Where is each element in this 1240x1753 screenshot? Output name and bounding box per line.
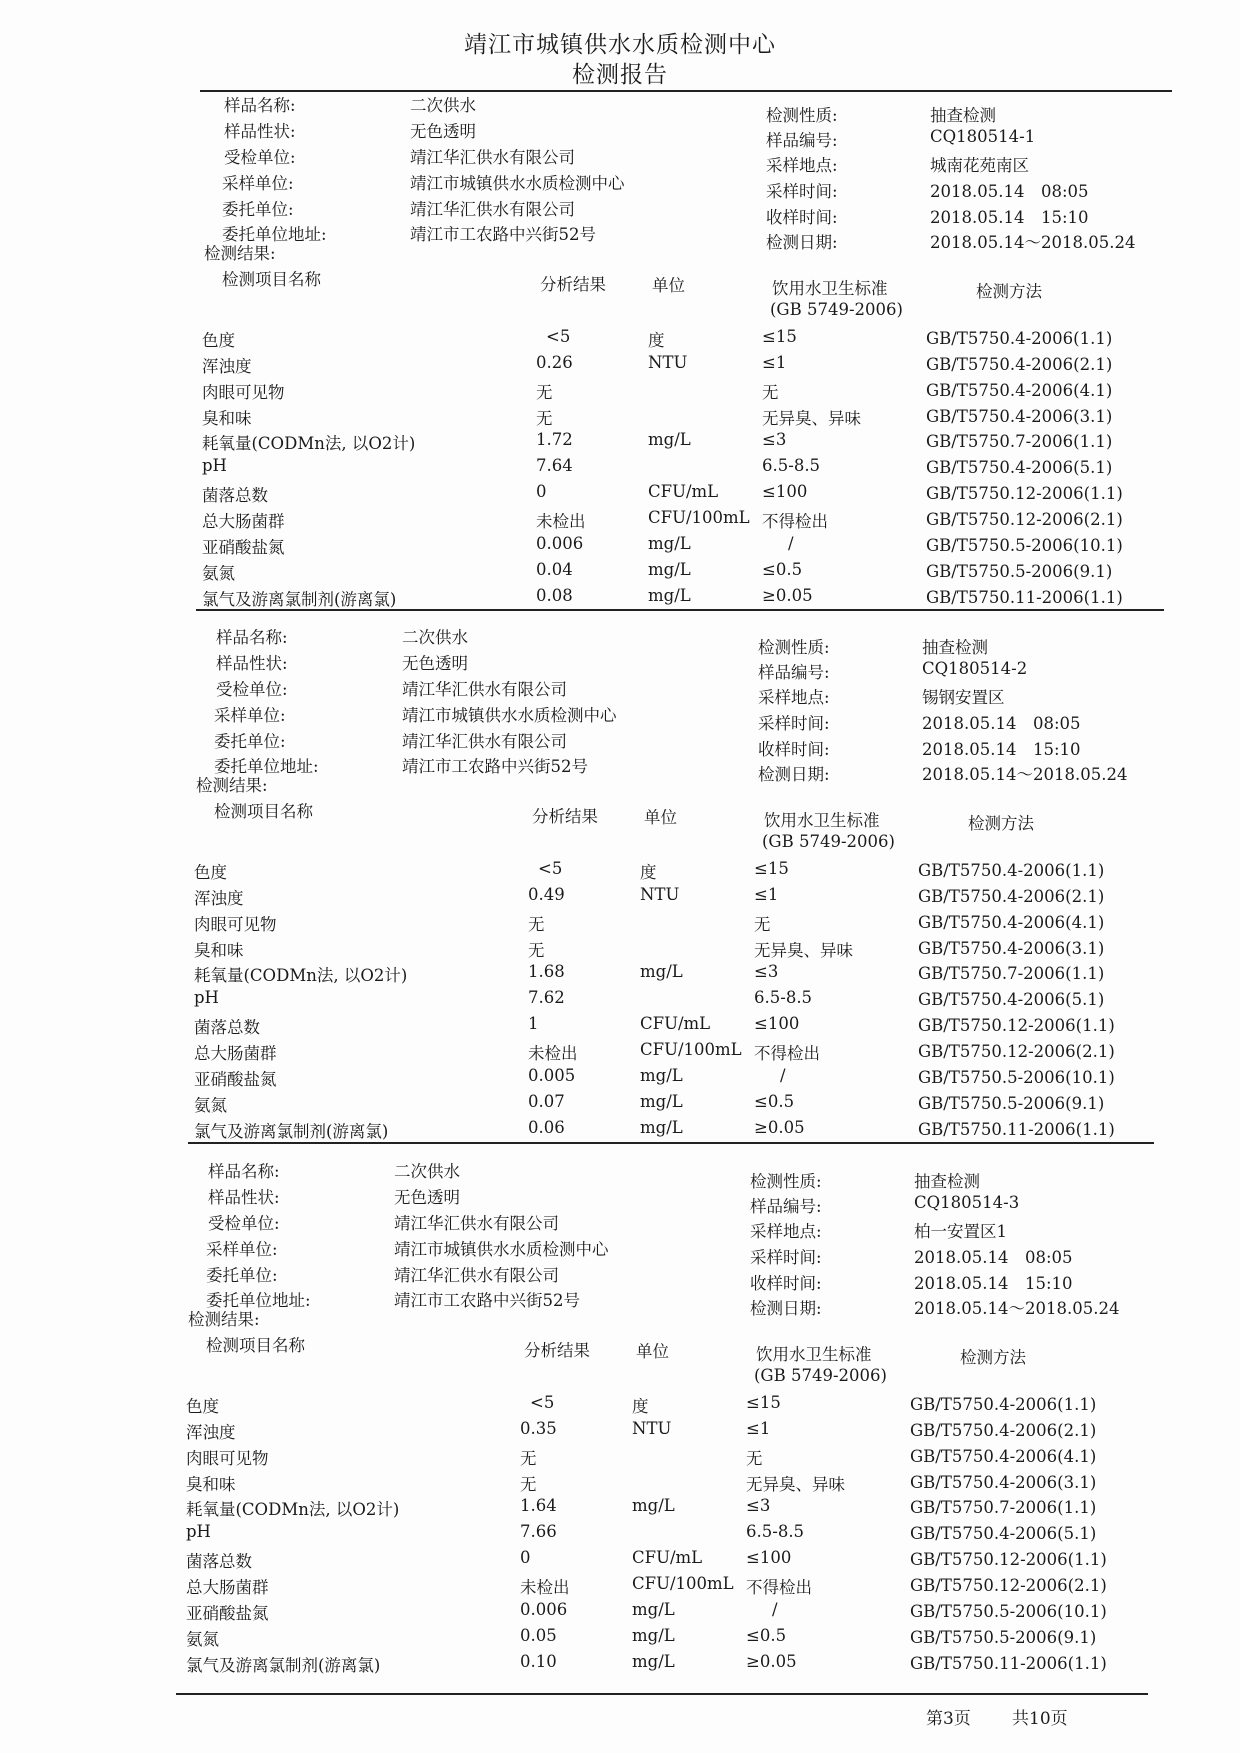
- value-test-nature: 抽查检测: [914, 1172, 980, 1191]
- row-result: 0.006: [520, 1600, 568, 1619]
- row-result: <5: [530, 1393, 555, 1412]
- row-item: 总大肠菌群: [202, 512, 285, 531]
- row-method: GB/T5750.12-2006(1.1): [926, 484, 1123, 503]
- row-standard: /: [772, 1600, 778, 1619]
- row-method: GB/T5750.4-2006(4.1): [918, 913, 1105, 932]
- label-test-date: 检测日期:: [750, 1299, 822, 1318]
- row-standard: 无异臭、异味: [762, 409, 861, 428]
- row-standard: ≤100: [762, 482, 808, 501]
- row-unit: NTU: [632, 1419, 672, 1438]
- row-method: GB/T5750.7-2006(1.1): [918, 964, 1105, 983]
- row-item: 浑浊度: [194, 889, 244, 908]
- row-unit: CFU/mL: [648, 482, 719, 501]
- value-inspected-unit: 靖江华汇供水有限公司: [410, 148, 575, 167]
- row-result: 0.26: [536, 353, 573, 372]
- row-method: GB/T5750.5-2006(10.1): [918, 1068, 1115, 1087]
- label-results: 检测结果:: [196, 776, 268, 795]
- value-receive-time: 2018.05.14 15:10: [914, 1274, 1073, 1293]
- row-method: GB/T5750.4-2006(3.1): [918, 939, 1105, 958]
- row-method: GB/T5750.4-2006(5.1): [926, 458, 1113, 477]
- label-receive-time: 收样时间:: [766, 208, 838, 227]
- col-result-header: 分析结果: [524, 1341, 590, 1360]
- label-inspected-unit: 受检单位:: [216, 680, 288, 699]
- sample-section: [0, 1066, 1224, 1675]
- row-unit: NTU: [640, 885, 680, 904]
- row-standard: ≤100: [746, 1548, 792, 1567]
- label-inspected-unit: 受检单位:: [224, 148, 296, 167]
- value-sampling-time: 2018.05.14 08:05: [922, 714, 1081, 733]
- row-method: GB/T5750.5-2006(10.1): [926, 536, 1123, 555]
- label-sampling-unit: 采样单位:: [214, 706, 286, 725]
- row-unit: CFU/mL: [640, 1014, 711, 1033]
- col-method-header: 检测方法: [960, 1348, 1026, 1367]
- col-standard-header: 饮用水卫生标准: [764, 811, 880, 830]
- col-standard-ref: (GB 5749-2006): [770, 300, 903, 319]
- row-unit: 度: [632, 1397, 649, 1416]
- value-sample-no: CQ180514-3: [914, 1193, 1020, 1212]
- row-standard: 无异臭、异味: [754, 941, 853, 960]
- value-client-address: 靖江市工农路中兴街52号: [410, 225, 596, 244]
- value-sampling-unit: 靖江市城镇供水水质检测中心: [402, 706, 617, 725]
- label-sampling-unit: 采样单位:: [222, 174, 294, 193]
- row-standard: ≤15: [762, 327, 797, 346]
- row-item: 总大肠菌群: [194, 1044, 277, 1063]
- row-method: GB/T5750.4-2006(2.1): [926, 355, 1113, 374]
- row-result: 1.72: [536, 430, 573, 449]
- row-item: 色度: [202, 331, 235, 350]
- row-result: 未检出: [520, 1578, 570, 1597]
- row-item: pH: [202, 456, 227, 475]
- row-result: 无: [528, 941, 545, 960]
- label-client-address: 委托单位地址:: [206, 1291, 311, 1310]
- divider-bottom: [176, 1693, 1148, 1695]
- row-item: 菌落总数: [186, 1552, 252, 1571]
- label-sample-no: 样品编号:: [766, 131, 838, 150]
- value-inspected-unit: 靖江华汇供水有限公司: [394, 1214, 559, 1233]
- row-result: 0.08: [536, 586, 573, 605]
- row-result: 无: [536, 383, 553, 402]
- row-item: 氯气及游离氯制剂(游离氯): [194, 1122, 389, 1141]
- row-method: GB/T5750.4-2006(2.1): [910, 1421, 1097, 1440]
- row-result: 0.49: [528, 885, 565, 904]
- label-sample-name: 样品名称:: [224, 96, 296, 115]
- row-standard: ≤0.5: [754, 1092, 795, 1111]
- row-item: 耗氧量(CODMn法, 以O2计): [194, 966, 408, 985]
- row-item: 氯气及游离氯制剂(游离氯): [202, 590, 397, 609]
- row-result: 0: [536, 482, 547, 501]
- row-standard: 不得检出: [746, 1578, 812, 1597]
- value-client-unit: 靖江华汇供水有限公司: [394, 1266, 559, 1285]
- row-method: GB/T5750.4-2006(5.1): [918, 990, 1105, 1009]
- row-method: GB/T5750.11-2006(1.1): [918, 1120, 1115, 1139]
- col-item-header: 检测项目名称: [206, 1336, 305, 1355]
- row-standard: ≤0.5: [746, 1626, 787, 1645]
- value-sampling-time: 2018.05.14 08:05: [930, 182, 1089, 201]
- row-standard: ≥0.05: [754, 1118, 805, 1137]
- row-result: 1.68: [528, 962, 565, 981]
- value-receive-time: 2018.05.14 15:10: [930, 208, 1089, 227]
- row-standard: 无: [754, 915, 771, 934]
- row-unit: CFU/mL: [632, 1548, 703, 1567]
- row-item: 氨氮: [186, 1630, 219, 1649]
- label-sampling-site: 采样地点:: [750, 1222, 822, 1241]
- row-unit: NTU: [648, 353, 688, 372]
- value-test-nature: 抽查检测: [930, 106, 996, 125]
- value-client-address: 靖江市工农路中兴街52号: [402, 757, 588, 776]
- label-client-unit: 委托单位:: [214, 732, 286, 751]
- row-standard: ≤15: [746, 1393, 781, 1412]
- row-unit: mg/L: [632, 1600, 675, 1619]
- row-result: 0.006: [536, 534, 584, 553]
- row-item: 色度: [194, 863, 227, 882]
- row-result: 7.62: [528, 988, 565, 1007]
- row-method: GB/T5750.5-2006(9.1): [926, 562, 1113, 581]
- row-result: 1.64: [520, 1496, 557, 1515]
- value-sampling-site: 城南花苑南区: [930, 156, 1029, 175]
- value-client-address: 靖江市工农路中兴街52号: [394, 1291, 580, 1310]
- row-result: 无: [520, 1475, 537, 1494]
- row-standard: ≤15: [754, 859, 789, 878]
- row-method: GB/T5750.4-2006(3.1): [926, 407, 1113, 426]
- row-standard: ≤1: [762, 353, 787, 372]
- row-unit: mg/L: [648, 560, 691, 579]
- row-result: 0.07: [528, 1092, 565, 1111]
- col-result-header: 分析结果: [540, 275, 606, 294]
- row-standard: 6.5-8.5: [746, 1522, 805, 1541]
- row-item: 亚硝酸盐氮: [186, 1604, 269, 1623]
- label-sample-name: 样品名称:: [216, 628, 288, 647]
- row-method: GB/T5750.4-2006(1.1): [918, 861, 1105, 880]
- label-sampling-site: 采样地点:: [766, 156, 838, 175]
- row-unit: mg/L: [648, 586, 691, 605]
- row-result: 无: [520, 1449, 537, 1468]
- row-method: GB/T5750.4-2006(1.1): [926, 329, 1113, 348]
- value-client-unit: 靖江华汇供水有限公司: [410, 200, 575, 219]
- row-unit: 度: [640, 863, 657, 882]
- row-item: 菌落总数: [194, 1018, 260, 1037]
- row-unit: mg/L: [640, 962, 683, 981]
- row-standard: 无: [762, 383, 779, 402]
- row-standard: 6.5-8.5: [754, 988, 813, 1007]
- row-standard: 不得检出: [762, 512, 828, 531]
- footer-page: 第3页: [926, 1709, 971, 1729]
- row-unit: mg/L: [648, 430, 691, 449]
- col-unit-header: 单位: [644, 808, 677, 827]
- value-sample-name: 二次供水: [394, 1162, 460, 1181]
- label-receive-time: 收样时间:: [750, 1274, 822, 1293]
- value-sampling-unit: 靖江市城镇供水水质检测中心: [394, 1240, 609, 1259]
- row-standard: ≤3: [754, 962, 779, 981]
- value-test-nature: 抽查检测: [922, 638, 988, 657]
- row-result: 未检出: [528, 1044, 578, 1063]
- row-method: GB/T5750.4-2006(5.1): [910, 1524, 1097, 1543]
- row-result: 1: [528, 1014, 539, 1033]
- value-sampling-site: 锡钢安置区: [922, 688, 1005, 707]
- row-result: 无: [536, 409, 553, 428]
- row-standard: ≥0.05: [762, 586, 813, 605]
- label-client-unit: 委托单位:: [206, 1266, 278, 1285]
- col-standard-header: 饮用水卫生标准: [772, 279, 888, 298]
- sample-section: [0, 0, 1240, 609]
- row-result: 0.05: [520, 1626, 557, 1645]
- value-test-date: 2018.05.14～2018.05.24: [922, 765, 1128, 784]
- label-sample-no: 样品编号:: [750, 1197, 822, 1216]
- label-client-address: 委托单位地址:: [222, 225, 327, 244]
- row-standard: ≤3: [762, 430, 787, 449]
- row-standard: 无异臭、异味: [746, 1475, 845, 1494]
- row-item: 浑浊度: [202, 357, 252, 376]
- label-client-address: 委托单位地址:: [214, 757, 319, 776]
- label-sampling-site: 采样地点:: [758, 688, 830, 707]
- row-method: GB/T5750.12-2006(2.1): [910, 1576, 1107, 1595]
- label-sampling-unit: 采样单位:: [206, 1240, 278, 1259]
- label-sample-state: 样品性状:: [208, 1188, 280, 1207]
- row-method: GB/T5750.5-2006(9.1): [910, 1628, 1097, 1647]
- row-item: 耗氧量(CODMn法, 以O2计): [186, 1500, 400, 1519]
- row-method: GB/T5750.5-2006(10.1): [910, 1602, 1107, 1621]
- row-unit: mg/L: [640, 1092, 683, 1111]
- label-test-nature: 检测性质:: [766, 106, 838, 125]
- row-standard: 无: [746, 1449, 763, 1468]
- row-unit: CFU/100mL: [632, 1574, 734, 1593]
- value-sample-name: 二次供水: [402, 628, 468, 647]
- row-method: GB/T5750.11-2006(1.1): [926, 588, 1123, 607]
- col-standard-ref: (GB 5749-2006): [754, 1366, 887, 1385]
- row-method: GB/T5750.12-2006(2.1): [918, 1042, 1115, 1061]
- row-unit: mg/L: [648, 534, 691, 553]
- row-unit: mg/L: [640, 1066, 683, 1085]
- value-test-date: 2018.05.14～2018.05.24: [930, 233, 1136, 252]
- row-unit: mg/L: [632, 1626, 675, 1645]
- label-sample-state: 样品性状:: [224, 122, 296, 141]
- value-sample-name: 二次供水: [410, 96, 476, 115]
- row-method: GB/T5750.11-2006(1.1): [910, 1654, 1107, 1673]
- row-item: 氨氮: [194, 1096, 227, 1115]
- label-sampling-time: 采样时间:: [758, 714, 830, 733]
- row-item: 总大肠菌群: [186, 1578, 269, 1597]
- row-method: GB/T5750.4-2006(4.1): [926, 381, 1113, 400]
- label-sample-state: 样品性状:: [216, 654, 288, 673]
- row-result: 0.35: [520, 1419, 557, 1438]
- footer-total: 共10页: [1012, 1709, 1068, 1729]
- value-sampling-site: 柏一安置区1: [914, 1222, 1007, 1241]
- label-inspected-unit: 受检单位:: [208, 1214, 280, 1233]
- row-item: 肉眼可见物: [194, 915, 277, 934]
- row-method: GB/T5750.4-2006(4.1): [910, 1447, 1097, 1466]
- row-item: 耗氧量(CODMn法, 以O2计): [202, 434, 416, 453]
- row-method: GB/T5750.12-2006(2.1): [926, 510, 1123, 529]
- row-result: 0.005: [528, 1066, 576, 1085]
- row-item: 菌落总数: [202, 486, 268, 505]
- value-sample-no: CQ180514-2: [922, 659, 1028, 678]
- row-method: GB/T5750.12-2006(1.1): [918, 1016, 1115, 1035]
- row-item: 氨氮: [202, 564, 235, 583]
- row-standard: ≤3: [746, 1496, 771, 1515]
- row-method: GB/T5750.7-2006(1.1): [910, 1498, 1097, 1517]
- row-item: 氯气及游离氯制剂(游离氯): [186, 1656, 381, 1675]
- row-standard: ≥0.05: [746, 1652, 797, 1671]
- sample-section: [0, 532, 1232, 1141]
- row-method: GB/T5750.7-2006(1.1): [926, 432, 1113, 451]
- value-client-unit: 靖江华汇供水有限公司: [402, 732, 567, 751]
- page-subtitle: 检测报告: [572, 62, 668, 88]
- label-receive-time: 收样时间:: [758, 740, 830, 759]
- row-result: 未检出: [536, 512, 586, 531]
- row-method: GB/T5750.4-2006(3.1): [910, 1473, 1097, 1492]
- col-standard-ref: (GB 5749-2006): [762, 832, 895, 851]
- row-result: 7.64: [536, 456, 573, 475]
- label-sample-no: 样品编号:: [758, 663, 830, 682]
- row-result: 0.10: [520, 1652, 557, 1671]
- col-item-header: 检测项目名称: [214, 802, 313, 821]
- row-result: 0.04: [536, 560, 573, 579]
- row-standard: 6.5-8.5: [762, 456, 821, 475]
- row-method: GB/T5750.5-2006(9.1): [918, 1094, 1105, 1113]
- value-sampling-time: 2018.05.14 08:05: [914, 1248, 1073, 1267]
- value-sample-no: CQ180514-1: [930, 127, 1036, 146]
- row-standard: ≤100: [754, 1014, 800, 1033]
- row-standard: ≤0.5: [762, 560, 803, 579]
- row-method: GB/T5750.4-2006(2.1): [918, 887, 1105, 906]
- value-inspected-unit: 靖江华汇供水有限公司: [402, 680, 567, 699]
- row-unit: mg/L: [632, 1496, 675, 1515]
- col-unit-header: 单位: [636, 1342, 669, 1361]
- col-result-header: 分析结果: [532, 807, 598, 826]
- row-unit: 度: [648, 331, 665, 350]
- label-sampling-time: 采样时间:: [766, 182, 838, 201]
- col-standard-header: 饮用水卫生标准: [756, 1345, 872, 1364]
- row-unit: mg/L: [640, 1118, 683, 1137]
- value-sample-state: 无色透明: [410, 122, 476, 141]
- row-standard: /: [780, 1066, 786, 1085]
- row-unit: mg/L: [632, 1652, 675, 1671]
- value-sample-state: 无色透明: [402, 654, 468, 673]
- row-item: 亚硝酸盐氮: [202, 538, 285, 557]
- row-item: 亚硝酸盐氮: [194, 1070, 277, 1089]
- page-title: 靖江市城镇供水水质检测中心: [464, 32, 776, 58]
- row-standard: 不得检出: [754, 1044, 820, 1063]
- row-result: 0.06: [528, 1118, 565, 1137]
- label-test-date: 检测日期:: [758, 765, 830, 784]
- label-client-unit: 委托单位:: [222, 200, 294, 219]
- value-test-date: 2018.05.14～2018.05.24: [914, 1299, 1120, 1318]
- row-result: 无: [528, 915, 545, 934]
- label-test-nature: 检测性质:: [758, 638, 830, 657]
- value-receive-time: 2018.05.14 15:10: [922, 740, 1081, 759]
- row-result: 7.66: [520, 1522, 557, 1541]
- row-item: 浑浊度: [186, 1423, 236, 1442]
- label-test-date: 检测日期:: [766, 233, 838, 252]
- label-results: 检测结果:: [188, 1310, 260, 1329]
- col-method-header: 检测方法: [976, 282, 1042, 301]
- row-item: 肉眼可见物: [202, 383, 285, 402]
- value-sample-state: 无色透明: [394, 1188, 460, 1207]
- col-item-header: 检测项目名称: [222, 270, 321, 289]
- row-result: <5: [546, 327, 571, 346]
- row-unit: CFU/100mL: [648, 508, 750, 527]
- row-method: GB/T5750.4-2006(1.1): [910, 1395, 1097, 1414]
- row-item: 臭和味: [194, 941, 244, 960]
- row-item: 肉眼可见物: [186, 1449, 269, 1468]
- row-standard: ≤1: [746, 1419, 771, 1438]
- row-item: pH: [186, 1522, 211, 1541]
- row-item: pH: [194, 988, 219, 1007]
- col-unit-header: 单位: [652, 276, 685, 295]
- row-result: 0: [520, 1548, 531, 1567]
- label-sampling-time: 采样时间:: [750, 1248, 822, 1267]
- row-standard: ≤1: [754, 885, 779, 904]
- label-results: 检测结果:: [204, 244, 276, 263]
- row-method: GB/T5750.12-2006(1.1): [910, 1550, 1107, 1569]
- label-sample-name: 样品名称:: [208, 1162, 280, 1181]
- row-item: 色度: [186, 1397, 219, 1416]
- col-method-header: 检测方法: [968, 814, 1034, 833]
- row-item: 臭和味: [202, 409, 252, 428]
- row-item: 臭和味: [186, 1475, 236, 1494]
- value-sampling-unit: 靖江市城镇供水水质检测中心: [410, 174, 625, 193]
- row-unit: CFU/100mL: [640, 1040, 742, 1059]
- label-test-nature: 检测性质:: [750, 1172, 822, 1191]
- row-result: <5: [538, 859, 563, 878]
- row-standard: /: [788, 534, 794, 553]
